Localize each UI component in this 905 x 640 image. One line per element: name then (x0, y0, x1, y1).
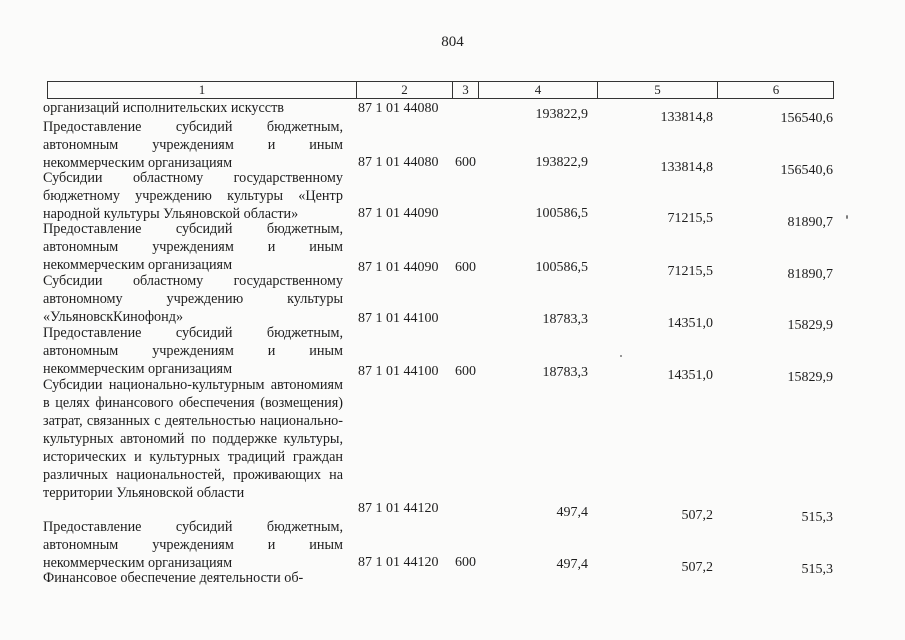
row-value-col6: 156540,6 (780, 163, 833, 178)
page-number: 804 (441, 34, 464, 50)
row-code: 87 1 01 44120 (358, 501, 439, 516)
row-value-col5: 71215,5 (667, 264, 713, 279)
header-col-5: 5 (597, 82, 717, 98)
row-value-col6: 15829,9 (787, 370, 833, 385)
header-col-4: 4 (478, 82, 597, 98)
row-description: Субсидии национально-культурным автономиям в целях финансового обеспечения (возмещения) затрат, связанных с деятельностью национально-культурных автономий по поддержке культуры, исторических и культурных традиций граждан различных национальностей, проживающих на территории Ульяновской области (43, 377, 343, 501)
row-description: Предоставление субсидий бюджетным, автономным учреждениям и иным некоммерческим организациям (43, 519, 343, 571)
row-expense-type: 600 (455, 260, 476, 275)
row-value-col4: 497,4 (556, 557, 588, 572)
row-value-col5: 507,2 (681, 508, 713, 523)
row-value-col6: 81890,7 (787, 215, 833, 230)
row-description: Субсидии областному государственному автономному учреждению культуры «УльяновскКинофонд» (43, 273, 343, 325)
row-value-col5: 14351,0 (667, 368, 713, 383)
row-value-col5: 71215,5 (667, 211, 713, 226)
scan-speck (846, 215, 848, 219)
row-value-col5: 133814,8 (660, 160, 713, 175)
row-expense-type: 600 (455, 155, 476, 170)
row-value-col4: 100586,5 (535, 260, 588, 275)
row-code: 87 1 01 44100 (358, 311, 439, 326)
row-expense-type: 600 (455, 364, 476, 379)
row-value-col4: 193822,9 (535, 155, 588, 170)
row-code: 87 1 01 44080 (358, 155, 439, 170)
row-description: Предоставление субсидий бюджетным, автономным учреждениям и иным некоммерческим организациям (43, 119, 343, 171)
row-code: 87 1 01 44090 (358, 260, 439, 275)
row-value-col5: 507,2 (681, 560, 713, 575)
header-col-2: 2 (356, 82, 452, 98)
scan-speck (620, 355, 622, 357)
row-code: 87 1 01 44100 (358, 364, 439, 379)
row-description: Предоставление субсидий бюджетным, автономным учреждениям и иным некоммерческим организациям (43, 325, 343, 377)
row-code: 87 1 01 44120 (358, 555, 439, 570)
row-value-col4: 497,4 (556, 505, 588, 520)
header-col-6: 6 (717, 82, 834, 98)
row-code: 87 1 01 44080 (358, 101, 439, 116)
row-value-col6: 515,3 (801, 562, 833, 577)
row-value-col6: 15829,9 (787, 318, 833, 333)
row-value-col4: 18783,3 (542, 312, 588, 327)
row-value-col5: 14351,0 (667, 316, 713, 331)
row-description: Субсидии областному государственному бюджетному учреждению культуры «Центр народной культуры Ульяновской области» (43, 170, 343, 222)
row-value-col6: 515,3 (801, 510, 833, 525)
row-description: организаций исполнительских искусств (43, 100, 285, 116)
row-expense-type: 600 (455, 555, 476, 570)
row-value-col5: 133814,8 (660, 110, 713, 125)
header-col-1: 1 (198, 82, 206, 97)
row-description: Предоставление субсидий бюджетным, автономным учреждениям и иным некоммерческим организациям (43, 221, 343, 273)
row-value-col6: 156540,6 (780, 111, 833, 126)
row-description: Финансовое обеспечение деятельности об- (43, 570, 304, 586)
header-col-3: 3 (452, 82, 478, 98)
row-value-col4: 100586,5 (535, 206, 588, 221)
row-value-col6: 81890,7 (787, 267, 833, 282)
row-value-col4: 193822,9 (535, 107, 588, 122)
row-value-col4: 18783,3 (542, 365, 588, 380)
row-code: 87 1 01 44090 (358, 206, 439, 221)
table-header (47, 81, 834, 99)
